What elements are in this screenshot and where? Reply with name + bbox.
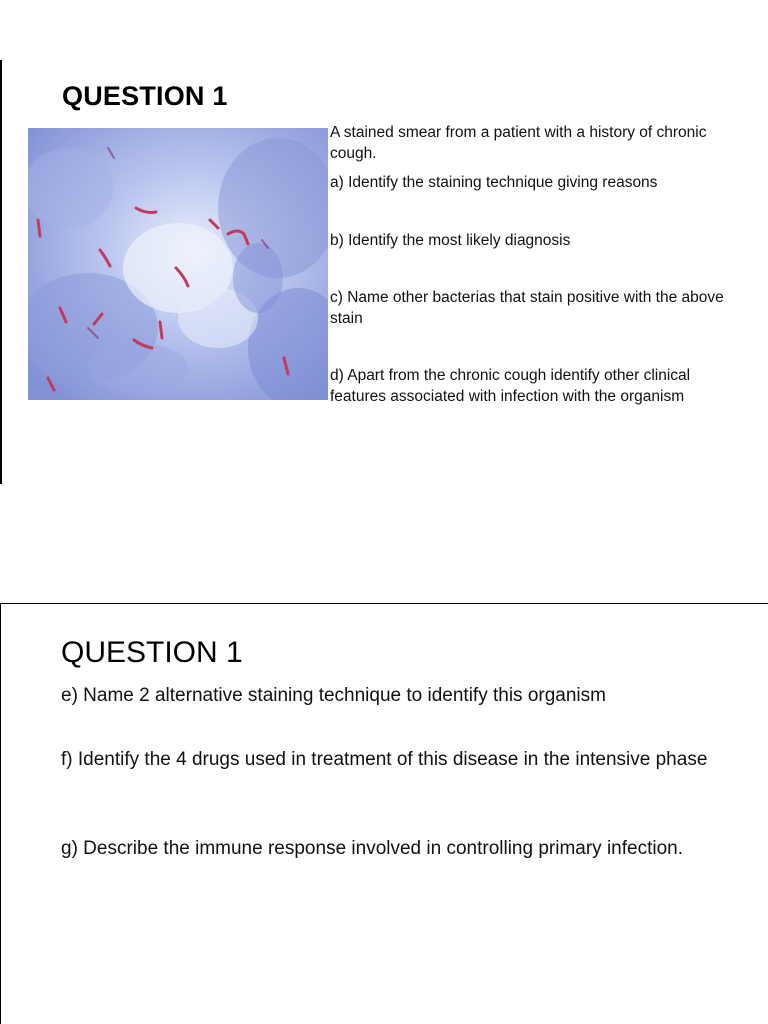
slide-title: QUESTION 1 (61, 636, 243, 669)
stained-smear-image (28, 128, 328, 400)
question-a: a) Identify the staining technique giving reasons (330, 174, 658, 191)
question-c: c) Name other bacterias that stain positive with the above stain (330, 289, 724, 327)
slide-title: QUESTION 1 (62, 81, 228, 111)
question-intro: A stained smear from a patient with a history of chronic cough. (330, 124, 707, 162)
question-d: d) Apart from the chronic cough identify other clinical features associated with infection with the organism (330, 367, 691, 405)
question-b: b) Identify the most likely diagnosis (330, 232, 571, 249)
slide-2 (0, 603, 768, 1024)
question-f: f) Identify the 4 drugs used in treatment of this disease in the intensive phase (61, 749, 708, 770)
question-g: g) Describe the immune response involved in controlling primary infection. (61, 838, 684, 859)
slide-1 (0, 60, 768, 484)
question-e: e) Name 2 alternative staining technique to identify this organism (61, 685, 606, 706)
